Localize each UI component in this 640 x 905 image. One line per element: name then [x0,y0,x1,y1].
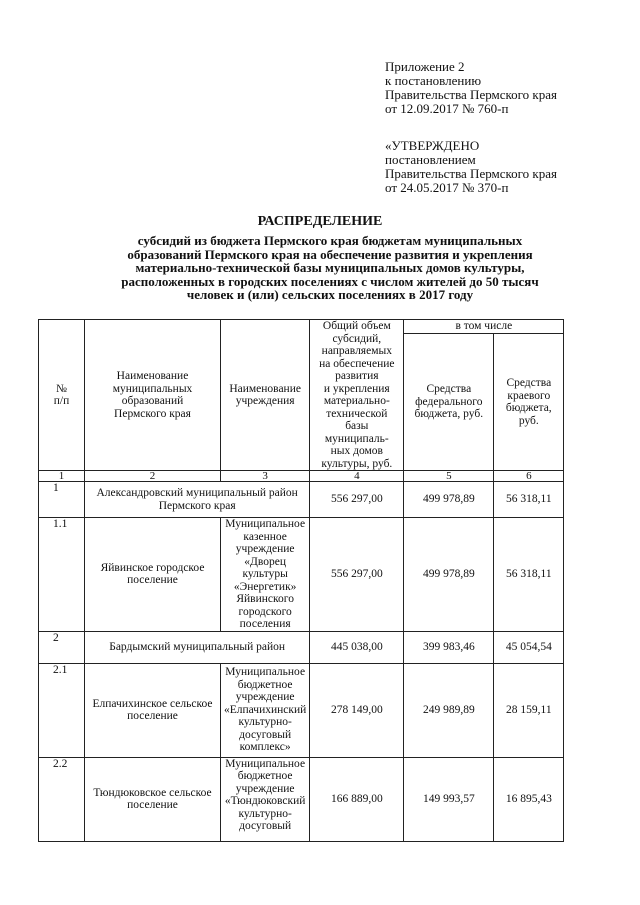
subtitle-line: расположенных в городских поселениях с числом жителей до 50 тысяч [121,273,539,289]
appendix-block [385,60,557,116]
subtitle-line: субсидий из бюджета Пермского края бюджетам муниципальных [137,233,523,248]
municipality-name: Тюндюковское сельское поселение [85,757,221,841]
federal-amount: 499 978,89 [404,518,494,632]
table-row [39,631,564,663]
table-row [39,663,564,757]
appendix-line: к постановлению [385,73,482,88]
regional-amount: 56 318,11 [494,518,564,632]
header-regional: Средства краевого бюджета, руб. [494,334,564,471]
total-amount: 445 038,00 [310,631,404,663]
document-title: РАСПРЕДЕЛЕНИЕ [257,214,383,229]
regional-amount: 56 318,11 [494,482,564,518]
municipality-name: Бардымский муниципальный район [85,631,310,663]
row-number: 2.1 [39,663,85,757]
regional-amount: 16 895,43 [494,757,564,841]
subtitle-line: материально-технической базы муниципальных домов культуры, [135,260,525,275]
document-subtitle [90,234,570,302]
header-municipality: Наименование муниципальных образований Пермского края [85,320,221,471]
municipality-name: Елпачихинское сельское поселение [85,663,221,757]
column-number: 2 [85,471,221,482]
column-number: 5 [404,471,494,482]
total-amount: 166 889,00 [310,757,404,841]
regional-amount: 45 054,54 [494,631,564,663]
row-number: 2.2 [39,757,85,841]
municipality-name: Яйвинское городское поселение [85,518,221,632]
header-including: в том числе [404,320,564,334]
approval-line: «УТВЕРЖДЕНО [385,138,480,153]
federal-amount: 399 983,46 [404,631,494,663]
institution-name: Муниципальное бюджетное учреждение «Елпачихинский культурно- досуговый комплекс» [221,663,310,757]
appendix-line: Правительства Пермского края [385,87,557,102]
column-number: 1 [39,471,85,482]
appendix-line: Приложение 2 [385,59,465,74]
approval-line: Правительства Пермского края [385,166,557,181]
subtitle-line: человек и (или) сельских поселениях в 2017 году [186,287,474,302]
institution-name: Муниципальное бюджетное учреждение «Тюндюковский культурно- досуговый [221,757,310,841]
row-number: 1 [39,482,85,518]
header-total: Общий объем субсидий, направляемых на обеспечение развития и укрепления материально- технической базы муниципаль- ных домов культуры, руб. [310,320,404,471]
total-amount: 556 297,00 [310,518,404,632]
institution-name: Муниципальное казенное учреждение «Дворец культуры «Энергетик» Яйвинского городского поселения [221,518,310,632]
appendix-line: от 12.09.2017 № 760-п [385,101,509,116]
allocation-table [38,319,564,842]
column-number-row [39,471,564,482]
approval-line: от 24.05.2017 № 370-п [385,180,509,195]
row-number: 1.1 [39,518,85,632]
column-number: 3 [221,471,310,482]
row-number: 2 [39,631,85,663]
header-num: № п/п [39,320,85,471]
regional-amount: 28 159,11 [494,663,564,757]
federal-amount: 149 993,57 [404,757,494,841]
federal-amount: 249 989,89 [404,663,494,757]
header-federal: Средства федерального бюджета, руб. [404,334,494,471]
header-institution: Наименование учреждения [221,320,310,471]
approval-line: постановлением [385,152,476,167]
subtitle-line: образований Пермского края на обеспечение развития и укрепления [127,246,533,262]
table-row [39,482,564,518]
approval-block [385,139,557,195]
column-number: 6 [494,471,564,482]
total-amount: 556 297,00 [310,482,404,518]
column-number: 4 [310,471,404,482]
table-row [39,757,564,841]
table-row [39,518,564,632]
total-amount: 278 149,00 [310,663,404,757]
municipality-name: Александровский муниципальный район Пермского края [85,482,310,518]
federal-amount: 499 978,89 [404,482,494,518]
